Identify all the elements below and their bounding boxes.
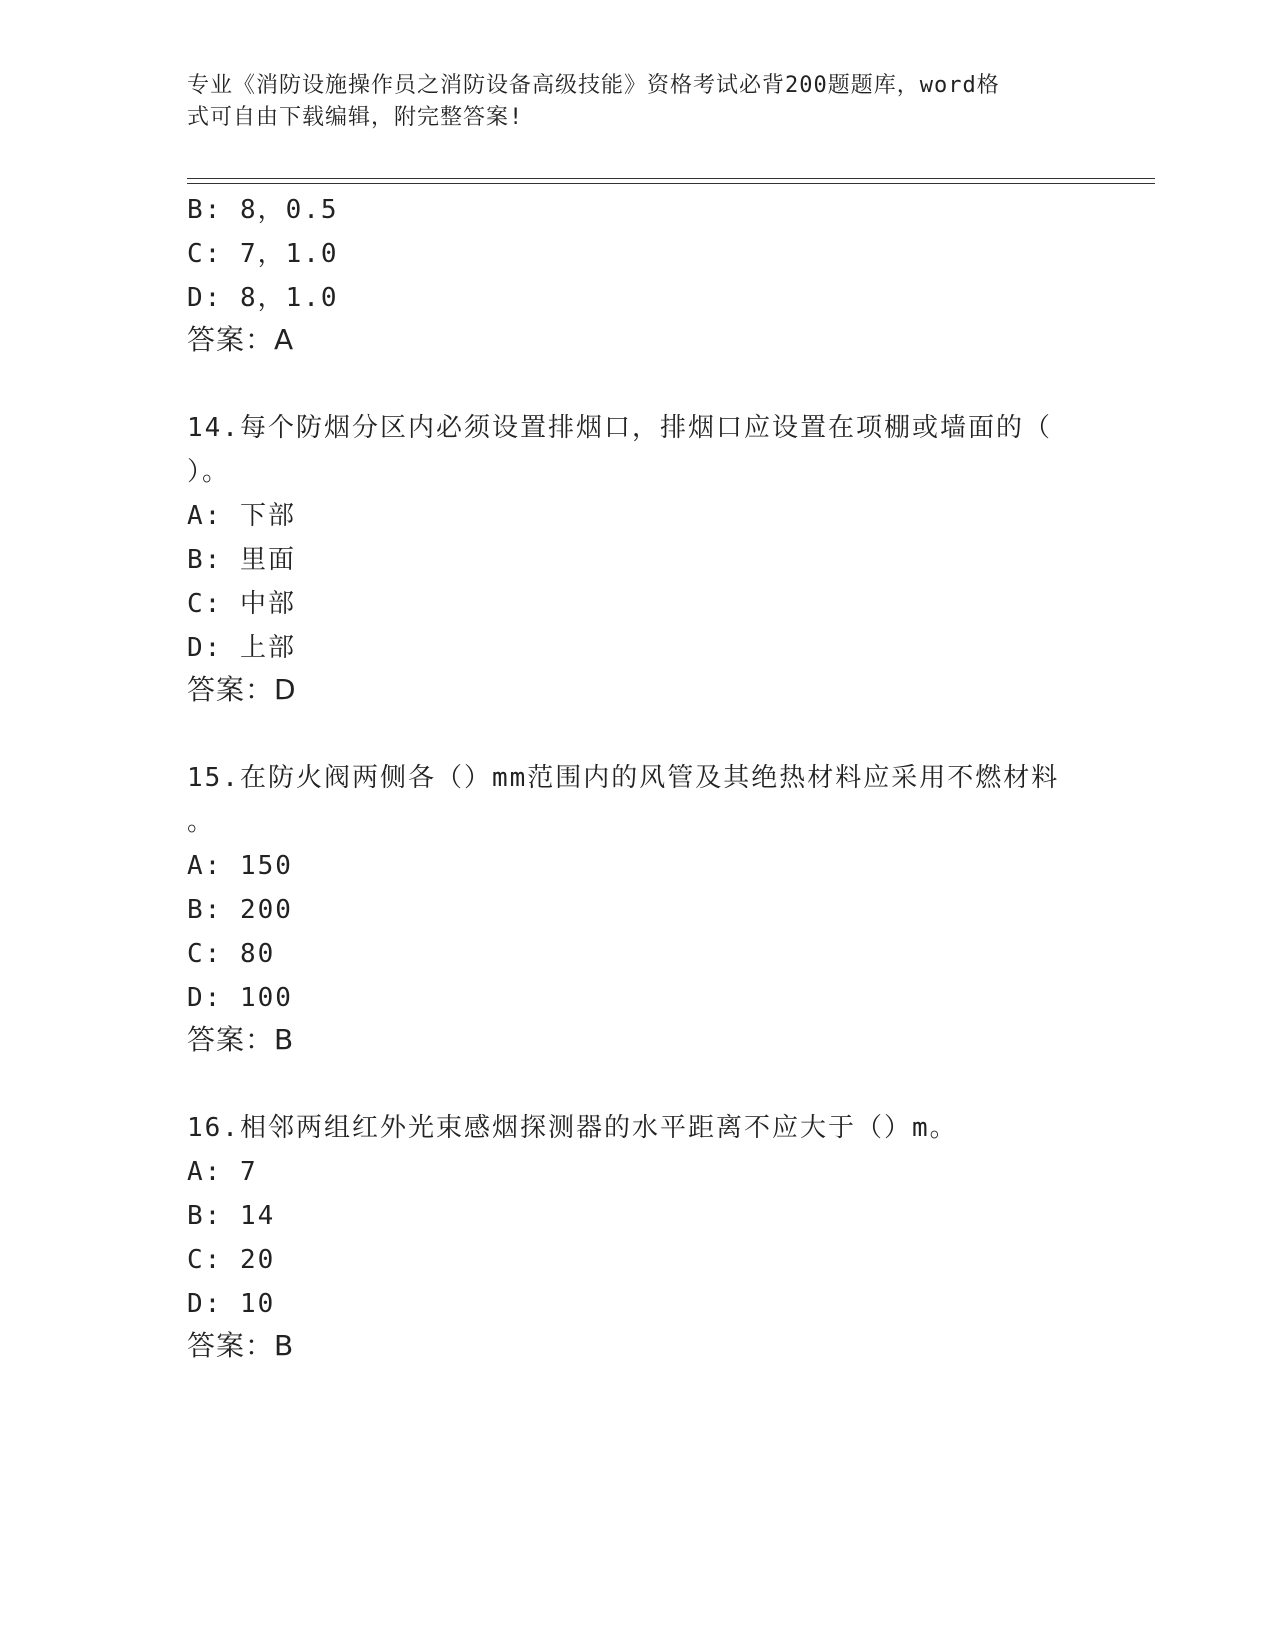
question-15-stem-line-2: 。 (187, 807, 216, 837)
option-d: D: 8，1.0 (187, 283, 339, 313)
question-15-option-a: A: 150 (187, 851, 293, 881)
question-14-option-b: B: 里面 (187, 545, 296, 575)
question-16-option-a: A: 7 (187, 1157, 258, 1187)
option-c: C: 7，1.0 (187, 239, 339, 269)
document-header (187, 70, 1067, 134)
question-16-answer: 答案：B (187, 1329, 295, 1362)
header-title-line-1: 专业《消防设施操作员之消防设备高级技能》资格考试必背200题题库，word格 (187, 73, 1000, 98)
option-b: B: 8，0.5 (187, 195, 339, 225)
question-14-option-c: C: 中部 (187, 589, 296, 619)
question-15-option-d: D: 100 (187, 983, 293, 1013)
question-15-option-c: C: 80 (187, 939, 276, 969)
question-14-stem-line-1: 14.每个防烟分区内必须设置排烟口，排烟口应设置在项棚或墙面的（ (187, 413, 1052, 443)
question-14-option-d: D: 上部 (187, 633, 296, 663)
question-16-option-d: D: 10 (187, 1289, 276, 1319)
question-16-stem: 16.相邻两组红外光束感烟探测器的水平距离不应大于（）m。 (187, 1113, 958, 1143)
question-15-stem-line-1: 15.在防火阀两侧各（）mm范围内的风管及其绝热材料应采用不燃材料 (187, 763, 1060, 793)
question-15-answer: 答案：B (187, 1023, 295, 1056)
question-16-option-c: C: 20 (187, 1245, 276, 1275)
question-14-answer: 答案：D (187, 673, 297, 706)
question-14-stem-line-2: ）。 (187, 457, 231, 487)
answer-label: 答案：A (187, 323, 295, 356)
question-15-option-b: B: 200 (187, 895, 293, 925)
header-title-line-2: 式可自由下载编辑，附完整答案! (187, 105, 524, 130)
header-divider-bottom (187, 183, 1155, 184)
header-divider-top (187, 178, 1155, 179)
question-16-option-b: B: 14 (187, 1201, 276, 1231)
question-14-option-a: A: 下部 (187, 501, 296, 531)
